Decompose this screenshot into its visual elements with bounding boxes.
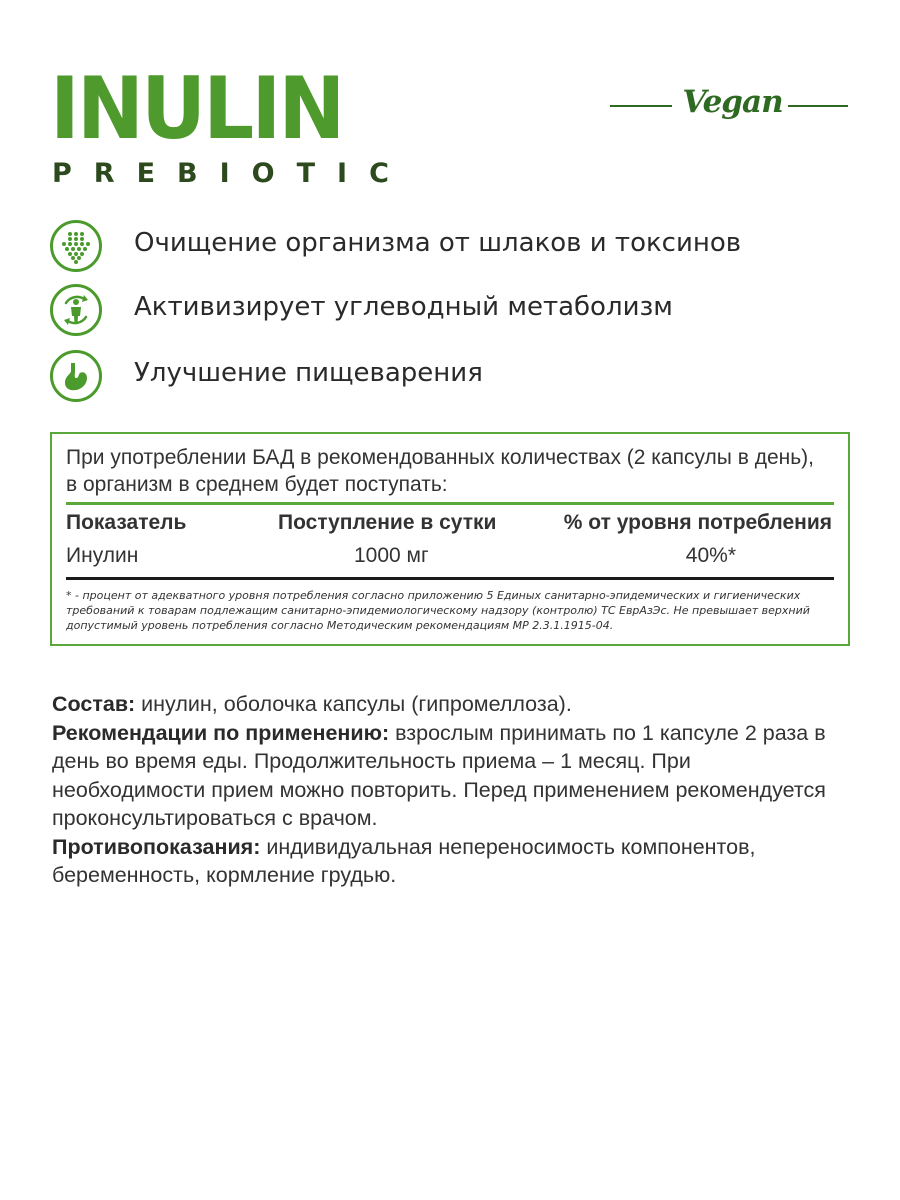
composition-block	[52, 690, 842, 890]
cell-indicator: Инулин	[66, 544, 139, 567]
composition-text: инулин, оболочка капсулы (гипромеллоза).	[135, 692, 572, 716]
cell-percent: 40%*	[685, 544, 736, 567]
divider	[66, 577, 834, 580]
benefit-text: Улучшение пищеварения	[134, 358, 483, 388]
cell-daily-intake: 1000 мг	[354, 544, 429, 567]
brand-title: INULIN	[50, 59, 343, 159]
benefit-item	[50, 350, 850, 410]
divider	[66, 502, 834, 505]
intro-text: При употреблении БАД в рекомендованных количествах (2 капсулы в день), в организм в среднем будет поступать:	[66, 446, 814, 496]
detox-arrow-icon	[50, 220, 102, 272]
benefit-text: Активизирует углеводный метаболизм	[134, 292, 673, 322]
nutrition-info-box	[50, 432, 850, 646]
contraindications-label: Противопоказания:	[52, 834, 261, 859]
stomach-icon	[50, 350, 102, 402]
column-header-percent: % от уровня потребления	[563, 511, 832, 534]
contraindications-line	[52, 833, 842, 890]
brand-subtitle: PREBIOTIC	[52, 158, 411, 189]
composition-line	[52, 690, 842, 719]
metabolism-person-icon	[50, 284, 102, 336]
usage-line	[52, 719, 842, 833]
composition-label: Состав:	[52, 692, 136, 716]
usage-label: Рекомендации по применению:	[52, 720, 390, 745]
usage-text: взрослым принимать по 1 капсуле 2 раза в день во время еды. Продолжительность приема – 1 месяц. При необходимости прием можно повторить. Перед применением рекомендуется проконсультироваться с врачом.	[52, 720, 826, 830]
vegan-label: Vegan	[682, 84, 783, 120]
badge-line-left	[610, 105, 672, 107]
benefit-text: Очищение организма от шлаков и токсинов	[134, 228, 742, 258]
badge-line-right	[788, 105, 848, 107]
column-header-indicator: Показатель	[66, 511, 187, 534]
contraindications-text: индивидуальная непереносимость компонентов, беременность, кормление грудью.	[52, 834, 756, 887]
vegan-badge	[610, 80, 848, 130]
footnote: * - процент от адекватного уровня потребления согласно приложению 5 Единых санитарно-эпидемических и гигиенических требований к товарам подлежащим санитарно-эпидемиологическому надзору (контролю) ТС ЕврАзЭс. Не превышает верхний допустимый уровень потребления согласно Методическим рекомендациям МР 2.3.1.1915-04.	[66, 589, 810, 632]
benefit-item	[50, 220, 850, 280]
column-header-daily-intake: Поступление в сутки	[278, 511, 497, 534]
benefit-item	[50, 284, 850, 344]
